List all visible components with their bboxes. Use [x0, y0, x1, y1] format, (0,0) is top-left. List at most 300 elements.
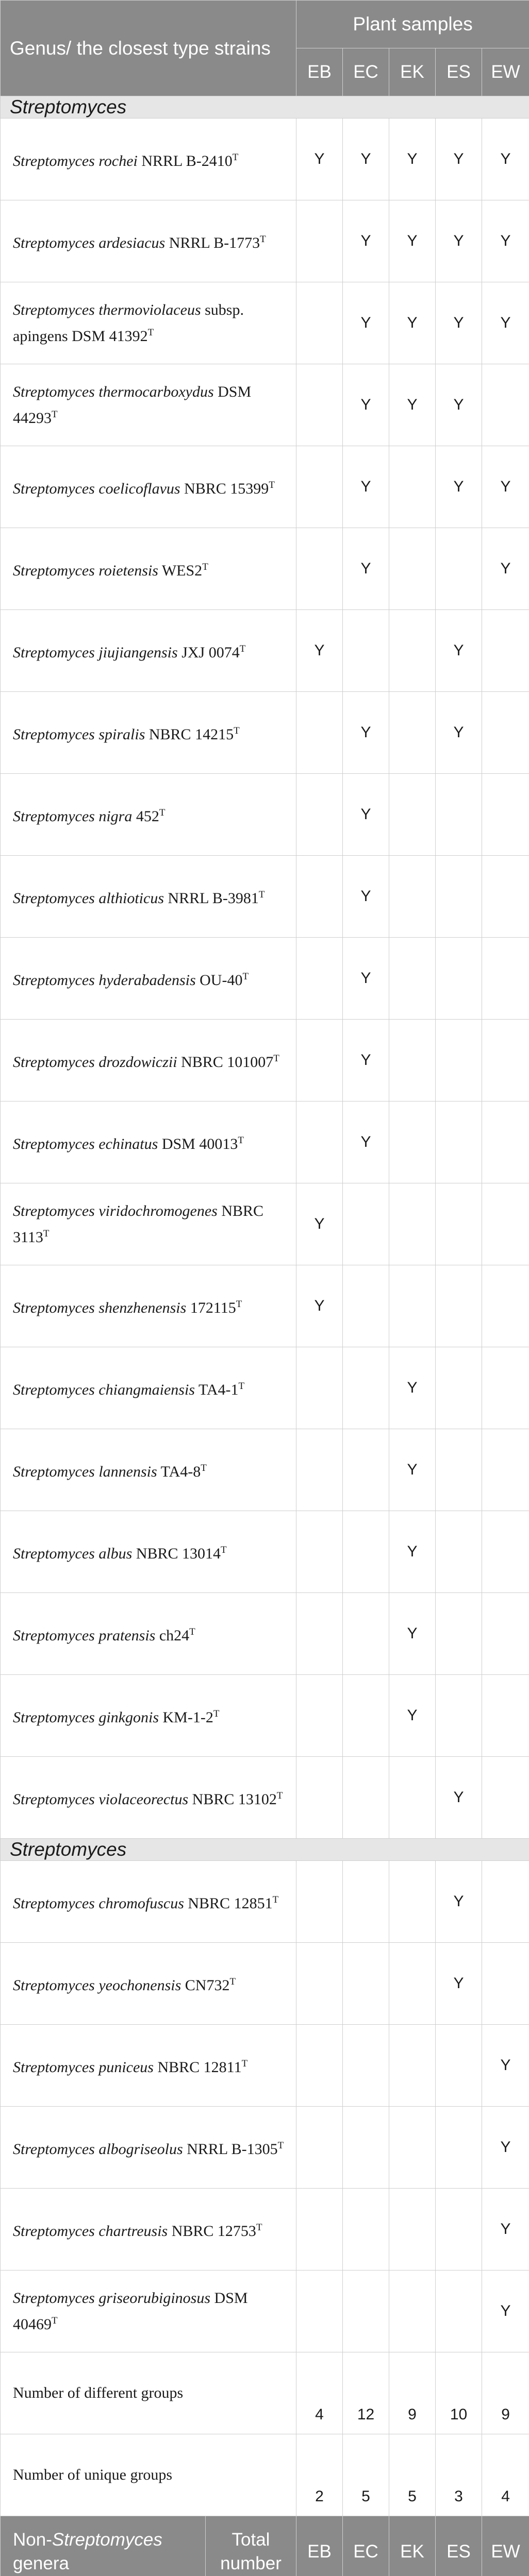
presence-cell-eb: Y	[296, 610, 343, 692]
species-name: Streptomyces violaceorectus	[13, 1791, 188, 1808]
strain-row	[1, 774, 529, 856]
presence-cell-eb	[296, 1020, 343, 1101]
species-name: Streptomyces echinatus	[13, 1136, 158, 1153]
strain-id: NRRL B-1773	[169, 234, 260, 251]
presence-cell-ek: Y	[389, 118, 436, 200]
presence-cell-ec: Y	[343, 1020, 389, 1101]
species-name: Streptomyces albus	[13, 1545, 132, 1562]
presence-cell-ek	[389, 2270, 436, 2352]
presence-cell-es	[436, 1429, 482, 1511]
presence-cell-ec: Y	[343, 200, 389, 282]
strain-row	[1, 1101, 529, 1183]
type-strain-marker: T	[242, 971, 249, 982]
presence-cell-ek: Y	[389, 1429, 436, 1511]
location-header-ek: EK	[389, 48, 436, 96]
section-row	[1, 1839, 529, 1861]
species-name: Streptomyces albogriseolus	[13, 2141, 183, 2158]
presence-cell-ew: Y	[482, 282, 529, 364]
species-name: Streptomyces puniceus	[13, 2059, 154, 2076]
presence-cell-es: Y	[436, 1757, 482, 1839]
location-header-ew: EW	[482, 2516, 529, 2576]
type-strain-marker: T	[236, 1299, 242, 1310]
type-strain-marker: T	[277, 1790, 283, 1801]
presence-cell-es	[436, 2189, 482, 2270]
presence-cell-ek	[389, 938, 436, 1020]
presence-cell-ec: Y	[343, 856, 389, 938]
presence-cell-ec	[343, 1347, 389, 1429]
presence-cell-es	[436, 774, 482, 856]
type-strain-marker: T	[238, 1135, 244, 1146]
presence-cell-ew	[482, 1183, 529, 1265]
presence-cell-ew	[482, 1943, 529, 2025]
type-strain-marker: T	[259, 889, 265, 900]
strain-row	[1, 1861, 529, 1943]
presence-cell-es: Y	[436, 1861, 482, 1943]
presence-cell-ec	[343, 2107, 389, 2189]
presence-cell-ec	[343, 1943, 389, 2025]
presence-cell-ec	[343, 1511, 389, 1593]
presence-cell-es	[436, 938, 482, 1020]
non-strep-italic: Streptomyces	[52, 2530, 162, 2550]
type-strain-marker: T	[52, 409, 58, 420]
summary-value-eb: 2	[296, 2434, 343, 2516]
strain-name-cell	[1, 118, 296, 200]
presence-cell-es	[436, 2025, 482, 2107]
presence-cell-ec	[343, 2025, 389, 2107]
presence-cell-ec: Y	[343, 774, 389, 856]
type-strain-marker: T	[201, 1463, 207, 1473]
strain-id: JXJ 0074	[181, 644, 240, 661]
presence-cell-ec: Y	[343, 364, 389, 446]
presence-cell-ek: Y	[389, 282, 436, 364]
presence-cell-ec	[343, 1183, 389, 1265]
strain-name-cell	[1, 610, 296, 692]
strain-id: 452	[136, 808, 159, 825]
strain-name-cell	[1, 1511, 296, 1593]
strain-row	[1, 610, 529, 692]
type-strain-marker: T	[52, 2315, 58, 2326]
presence-cell-ek	[389, 528, 436, 610]
presence-cell-eb	[296, 2189, 343, 2270]
presence-cell-es	[436, 2107, 482, 2189]
species-name: Streptomyces yeochonensis	[13, 1977, 181, 1994]
presence-cell-eb	[296, 938, 343, 1020]
presence-cell-ek: Y	[389, 1593, 436, 1675]
location-header-ec: EC	[343, 48, 389, 96]
presence-cell-eb	[296, 2107, 343, 2189]
presence-cell-ec: Y	[343, 118, 389, 200]
presence-cell-es: Y	[436, 610, 482, 692]
type-strain-marker: T	[159, 807, 166, 818]
strain-name-cell	[1, 1593, 296, 1675]
strain-name-cell	[1, 1265, 296, 1347]
species-name: Streptomyces griseorubiginosus	[13, 2290, 210, 2307]
presence-cell-eb	[296, 1593, 343, 1675]
presence-cell-ew	[482, 1265, 529, 1347]
strain-row	[1, 1020, 529, 1101]
strain-name-cell	[1, 364, 296, 446]
type-strain-marker: T	[273, 1894, 279, 1905]
presence-cell-ec	[343, 1675, 389, 1757]
presence-cell-ew	[482, 1861, 529, 1943]
presence-cell-eb	[296, 1101, 343, 1183]
strain-name-cell	[1, 1101, 296, 1183]
type-strain-marker: T	[269, 480, 275, 490]
presence-cell-eb	[296, 446, 343, 528]
presence-cell-es	[436, 1675, 482, 1757]
presence-cell-es	[436, 1020, 482, 1101]
strain-row	[1, 2107, 529, 2189]
strain-row	[1, 938, 529, 1020]
non-prefix: Non-	[13, 2530, 52, 2550]
species-name: Streptomyces thermocarboxydus	[13, 383, 214, 400]
presence-cell-eb	[296, 1861, 343, 1943]
species-name: Streptomyces chromofuscus	[13, 1895, 184, 1912]
strain-id: TA4-1	[199, 1381, 239, 1398]
presence-cell-ew	[482, 1511, 529, 1593]
strain-id: NRRL B-3981	[168, 890, 259, 907]
presence-cell-ek	[389, 1757, 436, 1839]
presence-cell-ew	[482, 1020, 529, 1101]
presence-cell-ek: Y	[389, 1511, 436, 1593]
presence-cell-es	[436, 856, 482, 938]
presence-cell-ec: Y	[343, 1101, 389, 1183]
genera-suffix: genera	[13, 2553, 69, 2573]
presence-cell-eb: Y	[296, 1183, 343, 1265]
species-name: Streptomyces drozdowiczii	[13, 1054, 177, 1071]
section-row	[1, 96, 529, 118]
type-strain-marker: T	[148, 327, 154, 338]
presence-cell-ek	[389, 2025, 436, 2107]
presence-cell-es	[436, 2270, 482, 2352]
presence-cell-ec	[343, 1429, 389, 1511]
presence-cell-eb	[296, 692, 343, 774]
presence-cell-ec	[343, 1265, 389, 1347]
presence-cell-ek	[389, 1183, 436, 1265]
location-header-es: ES	[436, 2516, 482, 2576]
presence-cell-eb	[296, 1347, 343, 1429]
strain-row	[1, 1943, 529, 2025]
presence-cell-es	[436, 1265, 482, 1347]
presence-cell-ew	[482, 1593, 529, 1675]
type-strain-marker: T	[221, 1545, 227, 1555]
summary-value-ew: 4	[482, 2434, 529, 2516]
strain-name-cell	[1, 2025, 296, 2107]
presence-cell-ec	[343, 1861, 389, 1943]
strain-row	[1, 1593, 529, 1675]
type-strain-marker: T	[273, 1053, 279, 1064]
strain-row	[1, 1265, 529, 1347]
presence-cell-es: Y	[436, 1943, 482, 2025]
strain-row	[1, 1429, 529, 1511]
type-strain-marker: T	[242, 2058, 248, 2069]
presence-cell-ek: Y	[389, 1347, 436, 1429]
strain-id: DSM 40013	[162, 1136, 238, 1153]
species-name: Streptomyces thermoviolaceus	[13, 301, 201, 318]
non-strep-genera-header	[1, 2516, 206, 2576]
species-name: Streptomyces althioticus	[13, 890, 164, 907]
strain-name-cell	[1, 200, 296, 282]
strain-id: subsp. apingens DSM 41392	[13, 301, 244, 345]
strain-name-cell	[1, 1347, 296, 1429]
presence-cell-ek	[389, 1861, 436, 1943]
presence-cell-ec: Y	[343, 692, 389, 774]
location-header-eb: EB	[296, 48, 343, 96]
presence-cell-eb: Y	[296, 118, 343, 200]
presence-cell-ek	[389, 1943, 436, 2025]
type-strain-marker: T	[278, 2140, 284, 2151]
presence-cell-eb	[296, 2025, 343, 2107]
type-strain-marker: T	[256, 2222, 262, 2233]
presence-cell-ew	[482, 1347, 529, 1429]
presence-cell-es: Y	[436, 200, 482, 282]
presence-cell-ek: Y	[389, 1675, 436, 1757]
location-header-eb: EB	[296, 2516, 343, 2576]
strain-name-cell	[1, 2189, 296, 2270]
strain-id: NBRC 14215	[149, 726, 234, 743]
presence-cell-es	[436, 1511, 482, 1593]
strain-name-cell	[1, 528, 296, 610]
presence-cell-ew	[482, 774, 529, 856]
strain-name-cell	[1, 2107, 296, 2189]
strain-row	[1, 2025, 529, 2107]
presence-cell-eb	[296, 1429, 343, 1511]
strain-name-cell	[1, 2270, 296, 2352]
presence-cell-ek	[389, 856, 436, 938]
strain-name-cell	[1, 282, 296, 364]
strain-name-cell	[1, 938, 296, 1020]
non-strep-header-row	[1, 2516, 529, 2576]
presence-cell-ek	[389, 1265, 436, 1347]
strain-name-cell	[1, 1861, 296, 1943]
total-number-header: Total number	[206, 2516, 296, 2576]
species-name: Streptomyces viridochromogenes	[13, 1202, 218, 1219]
presence-cell-eb	[296, 774, 343, 856]
presence-cell-ew	[482, 692, 529, 774]
species-name: Streptomyces roietensis	[13, 562, 158, 579]
presence-cell-es: Y	[436, 446, 482, 528]
presence-cell-eb	[296, 1511, 343, 1593]
presence-cell-es: Y	[436, 282, 482, 364]
species-name: Streptomyces chiangmaiensis	[13, 1381, 195, 1398]
strain-id: 172115	[190, 1299, 236, 1316]
strain-row	[1, 1757, 529, 1839]
presence-cell-ec: Y	[343, 282, 389, 364]
presence-cell-ew: Y	[482, 118, 529, 200]
presence-cell-eb	[296, 1943, 343, 2025]
summary-value-eb: 4	[296, 2352, 343, 2434]
strain-name-cell	[1, 1020, 296, 1101]
section-label: Streptomyces	[1, 96, 529, 118]
strain-id: NBRC 3113	[13, 1202, 263, 1246]
type-strain-marker: T	[233, 152, 239, 163]
presence-cell-ek	[389, 446, 436, 528]
presence-cell-ek: Y	[389, 200, 436, 282]
strain-row	[1, 528, 529, 610]
type-strain-marker: T	[229, 1976, 236, 1987]
presence-cell-ew: Y	[482, 446, 529, 528]
summary-value-ek: 5	[389, 2434, 436, 2516]
presence-cell-es	[436, 1593, 482, 1675]
strain-name-cell	[1, 856, 296, 938]
summary-row	[1, 2434, 529, 2516]
strain-id: KM-1-2	[163, 1709, 213, 1726]
strain-name-cell	[1, 774, 296, 856]
presence-cell-ec	[343, 2189, 389, 2270]
strain-id: NRRL B-1305	[187, 2141, 277, 2158]
species-name: Streptomyces ardesiacus	[13, 234, 165, 251]
strain-id: OU-40	[200, 972, 242, 989]
strain-row	[1, 692, 529, 774]
presence-cell-ew: Y	[482, 528, 529, 610]
strain-id: NBRC 13014	[136, 1545, 221, 1562]
presence-cell-es: Y	[436, 692, 482, 774]
presence-cell-es	[436, 1183, 482, 1265]
summary-value-ew: 9	[482, 2352, 529, 2434]
presence-cell-ew	[482, 938, 529, 1020]
presence-cell-ek	[389, 692, 436, 774]
type-strain-marker: T	[260, 234, 266, 245]
species-name: Streptomyces shenzhenensis	[13, 1299, 186, 1316]
species-name: Streptomyces spiralis	[13, 726, 145, 743]
summary-row	[1, 2352, 529, 2434]
presence-cell-ek	[389, 774, 436, 856]
strain-row	[1, 200, 529, 282]
presence-cell-eb	[296, 1757, 343, 1839]
strain-name-cell	[1, 1675, 296, 1757]
type-strain-marker: T	[202, 562, 208, 572]
species-name: Streptomyces ginkgonis	[13, 1709, 159, 1726]
location-header-ec: EC	[343, 2516, 389, 2576]
presence-cell-ew	[482, 1757, 529, 1839]
species-name: Streptomyces jiujiangensis	[13, 644, 178, 661]
presence-cell-es	[436, 528, 482, 610]
presence-cell-ew	[482, 1429, 529, 1511]
presence-cell-ew	[482, 1101, 529, 1183]
presence-cell-ew	[482, 1675, 529, 1757]
summary-label: Number of different groups	[1, 2352, 296, 2434]
presence-cell-ew	[482, 610, 529, 692]
type-strain-marker: T	[43, 1228, 49, 1239]
strain-id: DSM 40469	[13, 2290, 248, 2333]
presence-cell-ew	[482, 856, 529, 938]
presence-cell-ek: Y	[389, 364, 436, 446]
presence-cell-ec	[343, 2270, 389, 2352]
strain-id: NBRC 12851	[188, 1895, 272, 1912]
strain-id: TA4-8	[161, 1463, 201, 1480]
presence-cell-ec	[343, 1593, 389, 1675]
strain-id: WES2	[162, 562, 202, 579]
species-name: Streptomyces nigra	[13, 808, 132, 825]
strain-name-cell	[1, 1429, 296, 1511]
summary-value-es: 10	[436, 2352, 482, 2434]
strain-row	[1, 1183, 529, 1265]
strain-row	[1, 1511, 529, 1593]
strain-id: CN732	[185, 1977, 230, 1994]
presence-cell-eb	[296, 364, 343, 446]
presence-cell-ec: Y	[343, 938, 389, 1020]
type-strain-marker: T	[189, 1626, 195, 1637]
species-name: Streptomyces rochei	[13, 152, 138, 170]
strain-name-cell	[1, 692, 296, 774]
strain-row	[1, 1675, 529, 1757]
presence-cell-ek	[389, 2189, 436, 2270]
summary-value-ec: 12	[343, 2352, 389, 2434]
species-name: Streptomyces chartreusis	[13, 2223, 168, 2240]
species-name: Streptomyces pratensis	[13, 1627, 155, 1644]
presence-cell-es	[436, 1347, 482, 1429]
presence-cell-ek	[389, 1020, 436, 1101]
strain-row	[1, 856, 529, 938]
strain-name-cell	[1, 1183, 296, 1265]
presence-cell-ec: Y	[343, 446, 389, 528]
species-name: Streptomyces hyderabadensis	[13, 972, 196, 989]
presence-cell-ew: Y	[482, 2270, 529, 2352]
table-title: Genus/ the closest type strains	[1, 1, 296, 96]
section-label: Streptomyces	[1, 1839, 529, 1861]
presence-cell-eb	[296, 200, 343, 282]
presence-cell-eb	[296, 2270, 343, 2352]
strain-id: NBRC 13102	[192, 1791, 277, 1808]
type-strain-marker: T	[234, 725, 240, 736]
location-header-es: ES	[436, 48, 482, 96]
presence-cell-ec: Y	[343, 528, 389, 610]
strain-name-cell	[1, 1757, 296, 1839]
type-strain-marker: T	[239, 1381, 245, 1392]
presence-cell-es: Y	[436, 118, 482, 200]
strain-id: NBRC 12753	[172, 2223, 256, 2240]
presence-cell-eb	[296, 1675, 343, 1757]
species-name: Streptomyces lannensis	[13, 1463, 157, 1480]
summary-value-es: 3	[436, 2434, 482, 2516]
presence-cell-ec	[343, 610, 389, 692]
strain-row	[1, 118, 529, 200]
strain-row	[1, 446, 529, 528]
strain-id: DSM 44293	[13, 383, 251, 427]
presence-cell-ek	[389, 610, 436, 692]
type-strain-marker: T	[213, 1708, 220, 1719]
presence-cell-eb	[296, 856, 343, 938]
presence-cell-es: Y	[436, 364, 482, 446]
strain-id: NBRC 15399	[184, 480, 269, 497]
strain-name-cell	[1, 446, 296, 528]
location-header-ew: EW	[482, 48, 529, 96]
summary-value-ec: 5	[343, 2434, 389, 2516]
presence-cell-eb: Y	[296, 1265, 343, 1347]
presence-cell-eb	[296, 528, 343, 610]
strain-id: NRRL B-2410	[141, 152, 232, 170]
species-name: Streptomyces coelicoflavus	[13, 480, 180, 497]
strain-row	[1, 2270, 529, 2352]
summary-value-ek: 9	[389, 2352, 436, 2434]
strain-id: NBRC 101007	[181, 1054, 273, 1071]
presence-cell-ew: Y	[482, 200, 529, 282]
type-strain-marker: T	[240, 643, 246, 654]
presence-cell-es	[436, 1101, 482, 1183]
presence-cell-ew: Y	[482, 2107, 529, 2189]
strain-row	[1, 282, 529, 364]
strain-row	[1, 2189, 529, 2270]
strain-row	[1, 364, 529, 446]
presence-cell-ek	[389, 2107, 436, 2189]
presence-cell-ew	[482, 364, 529, 446]
strain-id: ch24	[159, 1627, 189, 1644]
strain-id: NBRC 12811	[157, 2059, 241, 2076]
presence-cell-ec	[343, 1757, 389, 1839]
presence-cell-ew: Y	[482, 2025, 529, 2107]
location-header-ek: EK	[389, 2516, 436, 2576]
presence-cell-ew: Y	[482, 2189, 529, 2270]
